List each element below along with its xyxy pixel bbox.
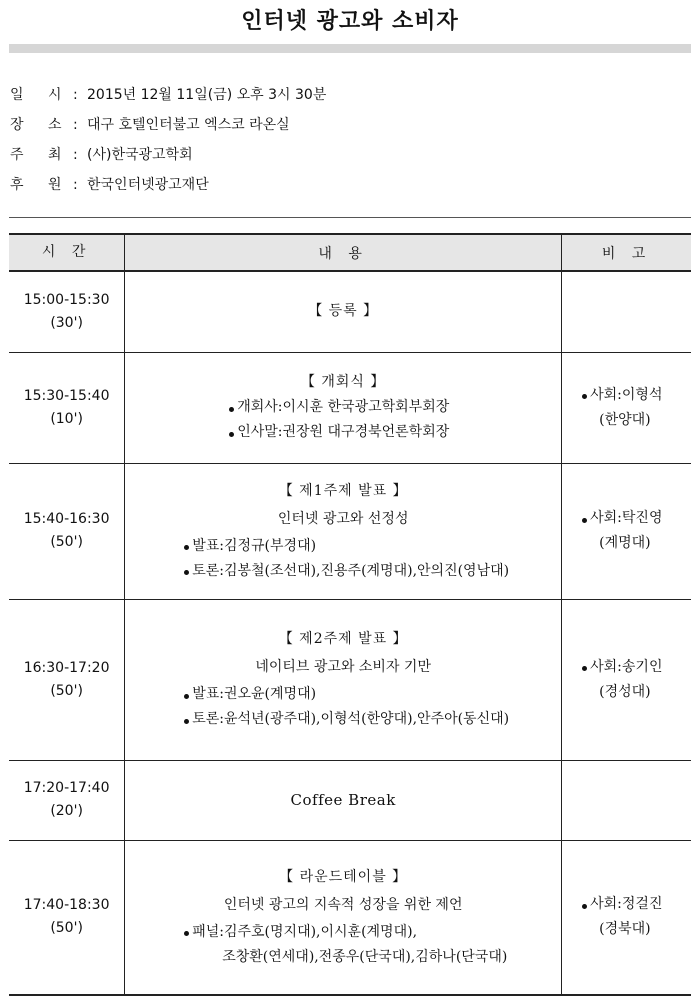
info-row-datetime [10,84,690,107]
info-row-venue [10,114,690,137]
note-cell [562,599,691,760]
table-row [9,840,691,995]
time-cell: 15:00-15:30 (30') [9,271,125,352]
moderator-affiliation: (한양대) [599,411,651,428]
time-cell: 15:40-16:30 (50') [9,463,125,599]
info-value: (사)한국광고학회 [87,147,193,163]
section-heading: 【 개회식 】 [300,374,386,390]
bullet-icon [229,432,234,437]
info-separator: : [73,87,78,103]
topic-title: 인터넷 광고와 선정성 [277,510,409,527]
moderator: 사회:정걸진 [590,896,663,913]
moderator: 사회:탁진영 [590,510,663,526]
info-separator: : [73,147,78,163]
note-cell [562,271,691,352]
bullet-icon [582,904,587,909]
moderator: 사회:이형석 [590,386,663,403]
section-heading: 【 제1주제 발표 】 [278,482,408,499]
header-time: 시 간 [9,234,125,271]
info-divider [9,217,691,218]
bullet-icon [184,545,189,550]
table-row [9,271,691,352]
time-cell: 17:20-17:40 (20') [9,760,125,840]
table-header-row [9,234,691,271]
info-value: 대구 호텔인터불고 엑스코 라온실 [87,117,290,133]
moderator-affiliation: (계명대) [599,535,651,551]
bullet-icon [582,518,587,523]
list-item-continued: 조창환(연세대),전종우(단국대),김하나(단국대) [222,948,508,965]
list-item: 토론:김봉철(조선대),진용주(계명대),안의진(영남대) [126,559,560,584]
table-row [9,352,691,463]
bullet-icon [184,931,189,936]
section-heading: 【 라운드테이블 】 [279,868,408,885]
schedule-table [9,233,691,996]
moderator-affiliation: (경북대) [599,921,651,938]
note-cell [562,840,691,995]
section-heading: 【 제2주제 발표 】 [278,631,408,647]
table-row [9,463,691,599]
bullet-icon [184,719,189,724]
header-content: 내 용 [125,234,562,271]
content-cell [125,352,562,463]
list-item: 발표:김정규(부경대) [126,534,560,559]
topic-title: 인터넷 광고의 지속적 성장을 위한 제언 [223,896,463,913]
moderator: 사회:송기인 [590,658,663,675]
time-cell: 17:40-18:30 (50') [9,840,125,995]
info-row-sponsor [10,174,690,197]
header-note: 비 고 [562,234,691,271]
moderator-affiliation: (경성대) [599,683,651,700]
info-label: 후 원 [10,177,62,193]
table-row [9,599,691,760]
bullet-icon [184,570,189,575]
time-cell: 16:30-17:20 (50') [9,599,125,760]
page-title: 인터넷 광고와 소비자 [241,9,459,34]
title-underline-bar [9,44,691,53]
note-cell [562,760,691,840]
table-row [9,760,691,840]
list-item: 인사말:권장원 대구경북언론학회장 [126,420,560,445]
note-cell [562,352,691,463]
list-item: 발표:권오윤(계명대) [126,682,560,707]
info-label: 장 소 [10,117,62,133]
info-label: 주 최 [10,147,62,163]
list-item: 개회사:이시훈 한국광고학회부회장 [126,395,560,420]
content-cell [125,271,562,352]
info-label: 일 시 [10,87,62,103]
bullet-icon [582,666,587,671]
bullet-icon [184,694,189,699]
content-cell [125,599,562,760]
topic-title: 네이티브 광고와 소비자 기만 [255,659,431,675]
info-separator: : [73,177,78,193]
time-cell: 15:30-15:40 (10') [9,352,125,463]
bullet-icon [582,394,587,399]
event-info [10,84,690,204]
info-row-host [10,144,690,167]
content-cell [125,463,562,599]
coffee-break: Coffee Break [125,760,562,840]
bullet-icon [229,407,234,412]
info-value: 한국인터넷광고재단 [87,177,209,193]
info-value: 2015년 12월 11일(금) 오후 3시 30분 [87,87,327,103]
note-cell [562,463,691,599]
list-item: 패널:김주호(명지대),이시훈(계명대), [126,920,560,945]
info-separator: : [73,117,78,133]
list-item: 토론:윤석년(광주대),이형석(한양대),안주아(동신대) [126,707,560,732]
content-cell [125,840,562,995]
section-heading: 【 등록 】 [308,303,379,320]
